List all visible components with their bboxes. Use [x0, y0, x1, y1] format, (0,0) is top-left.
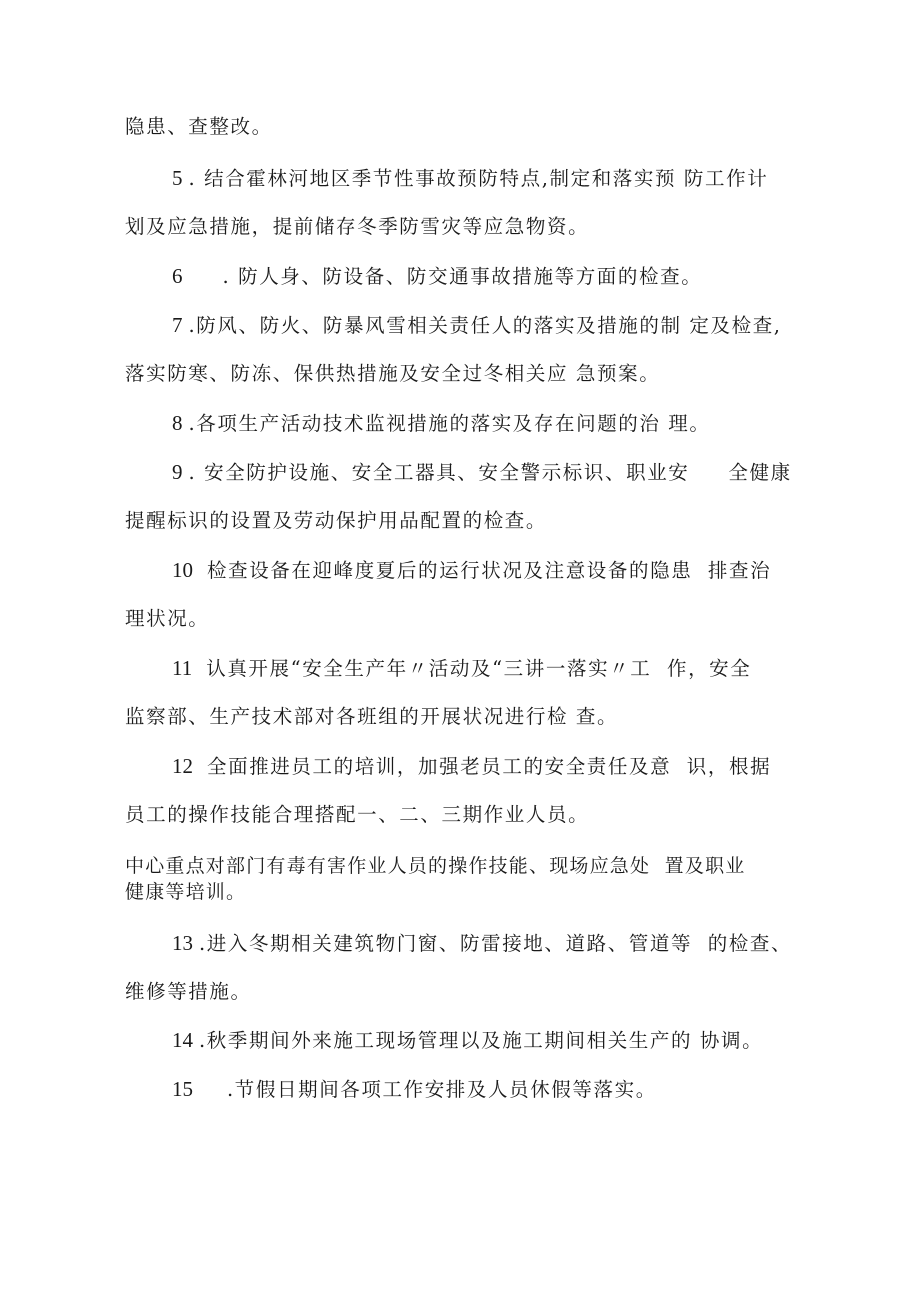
paragraph-11-line-2	[125, 703, 805, 731]
paragraph-12-line-1	[172, 752, 805, 781]
paragraph-11-line-1	[172, 654, 805, 683]
paragraph-10-line-1	[172, 556, 805, 585]
paragraph-12b-line-2	[125, 879, 805, 905]
paragraph-12-line-2	[125, 801, 805, 829]
text-line: 维修等措施。	[125, 980, 252, 1003]
item-number: 15	[172, 1077, 193, 1101]
paragraph-13-line-2	[125, 978, 805, 1006]
paragraph-15	[172, 1075, 805, 1104]
text-line: 划及应急措施，提前储存冬季防雪灾等应急物资。	[125, 215, 590, 238]
text-line: . 安全防护设施、安全工器具、安全警示标识、职业安 全健康	[188, 461, 792, 484]
text-line: 检查设备在迎峰度夏后的运行状况及注意设备的隐患 排查治	[207, 559, 772, 582]
text-line: .进入冬期相关建筑物门窗、防雷接地、道路、管道等 的检查、	[199, 932, 793, 955]
text-line: 隐患、查整改。	[125, 115, 273, 138]
paragraph-12b-line-1	[125, 853, 805, 879]
text-line: .防风、防火、防暴风雪相关责任人的落实及措施的制 定及检查,	[188, 314, 782, 337]
text-line: .节假日期间各项工作安排及人员休假等落实。	[227, 1078, 657, 1101]
text-line: 员工的操作技能合理搭配一、二、三期作业人员。	[125, 803, 590, 826]
paragraph-7-line-1	[172, 311, 805, 340]
item-number: 6	[172, 264, 183, 288]
text-line: 提醒标识的设置及劳动保护用品配置的检查。	[125, 509, 548, 532]
item-number: 13	[172, 931, 193, 955]
item-number: 8	[172, 411, 183, 435]
text-line: 健康等培训。	[125, 881, 247, 903]
paragraph-7-line-2	[125, 360, 805, 388]
item-number: 12	[172, 754, 193, 778]
item-number: 14	[172, 1028, 193, 1052]
text-line: 监察部、生产技术部对各班组的开展状况进行检 查。	[125, 705, 619, 728]
paragraph-9-line-1	[172, 458, 805, 487]
text-line: . 结合霍林河地区季节性事故预防特点,制定和落实预 防工作计	[188, 167, 769, 190]
paragraph-5-line-1	[172, 164, 805, 193]
paragraph-4-continuation	[125, 113, 805, 141]
paragraph-10-line-2	[125, 605, 805, 633]
paragraph-8	[172, 409, 805, 438]
text-line: 落实防寒、防冻、保供热措施及安全过冬相关应 急预案。	[125, 362, 661, 385]
text-line: .秋季期间外来施工现场管理以及施工期间相关生产的 协调。	[199, 1029, 764, 1052]
text-line: . 防人身、防设备、防交通事故措施等方面的检查。	[222, 265, 703, 288]
text-line: 认真开展“安全生产年〃活动及“三讲一落实〃工 作，安全	[206, 657, 752, 680]
paragraph-5-line-2	[125, 213, 805, 241]
text-line: 全面推进员工的培训，加强老员工的安全责任及意 识，根据	[207, 755, 772, 778]
text-line: 理状况。	[125, 607, 210, 630]
item-number: 5	[172, 166, 183, 190]
paragraph-6	[172, 262, 805, 291]
text-line: 中心重点对部门有毒有害作业人员的操作技能、现场应急处 置及职业	[125, 855, 746, 877]
item-number: 7	[172, 313, 183, 337]
item-number: 9	[172, 460, 183, 484]
item-number: 10	[172, 558, 193, 582]
item-number: 11	[172, 656, 193, 680]
paragraph-9-line-2	[125, 507, 805, 535]
text-line: .各项生产活动技术监视措施的落实及存在问题的治 理。	[188, 412, 711, 435]
paragraph-13-line-1	[172, 929, 805, 958]
paragraph-14	[172, 1026, 805, 1055]
